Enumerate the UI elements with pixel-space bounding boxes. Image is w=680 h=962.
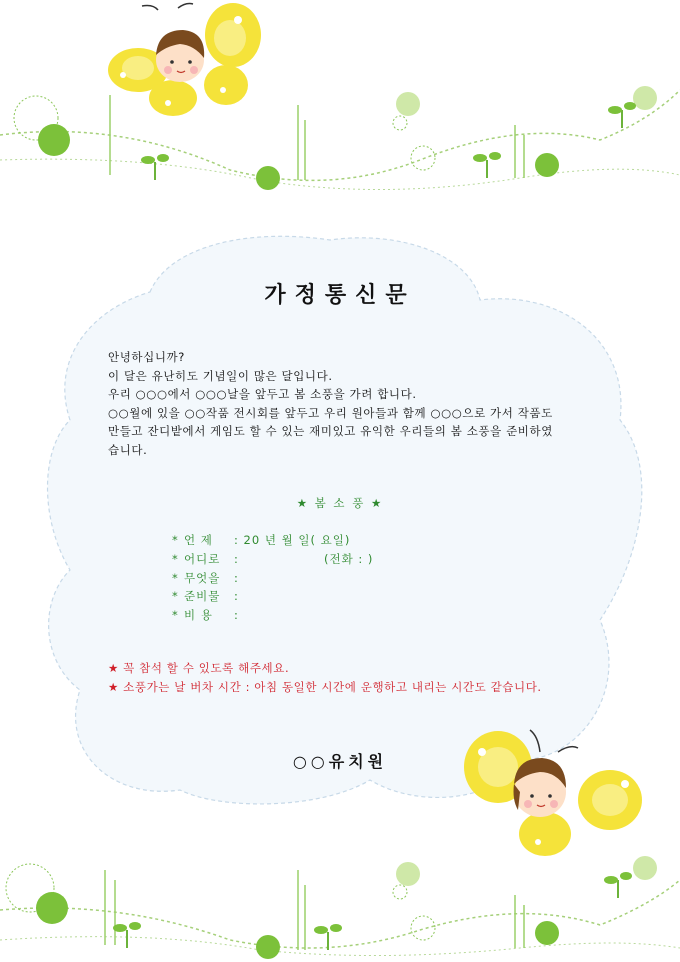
detail-value: : [234,570,239,585]
bullet-star-icon: * [172,551,179,566]
notes [108,659,542,696]
detail-row-where [172,550,374,569]
bottom-nature-decoration [0,830,680,962]
bullet-star-icon: * [172,533,179,547]
detail-row-cost [172,606,350,625]
detail-label: 비 용 [184,608,213,623]
event-details [172,531,374,625]
intro-line: 습니다. [108,442,148,457]
intro-paragraph [108,348,568,459]
butterfly-girl-top [98,0,263,125]
note-line: ★ 꼭 참석 할 수 있도록 해주세요. [108,661,290,675]
detail-value: : [234,608,239,623]
note-line: ★ 소풍가는 날 버차 시간 : 아침 동일한 시간에 운행하고 내리는 시간도 같습니다. [108,679,542,694]
detail-value: : 20 년 월 일( 요일) [234,533,351,547]
document-title: 가정통신문 [264,283,416,308]
detail-value: : [234,551,239,566]
bullet-star-icon: * [172,589,179,604]
intro-line: 만들고 잔디밭에서 게임도 할 수 있는 재미있고 유익한 우리들의 봄 소풍을 준비하였 [108,424,553,438]
intro-line: 이 달은 유난히도 기념일이 많은 달입니다. [108,368,333,383]
detail-label: 어디로 [184,551,221,566]
bullet-star-icon: * [172,608,179,623]
detail-row-supplies [172,587,350,606]
detail-label: 준비물 [184,589,221,604]
kindergarten-name: ○○유치원 [292,752,388,771]
intro-line: 우리 ○○○에서 ○○○날을 앞두고 봄 소풍을 가려 합니다. [108,387,417,401]
section-title: ★ 봄 소 풍 ★ [296,496,384,510]
detail-value: : [234,589,239,604]
bullet-star-icon: * [172,570,179,585]
detail-label: 무엇을 [184,570,221,585]
intro-line: 안녕하십니까? [108,350,185,364]
detail-phone: (전화 : ) [324,551,374,566]
detail-row-what [172,569,350,588]
intro-line: ○○월에 있을 ○○작품 전시회를 앞두고 우리 원아들과 함께 ○○○으로 가서 작품도 [108,405,553,420]
detail-label: 언 제 [184,533,213,547]
detail-row-when [172,531,350,550]
